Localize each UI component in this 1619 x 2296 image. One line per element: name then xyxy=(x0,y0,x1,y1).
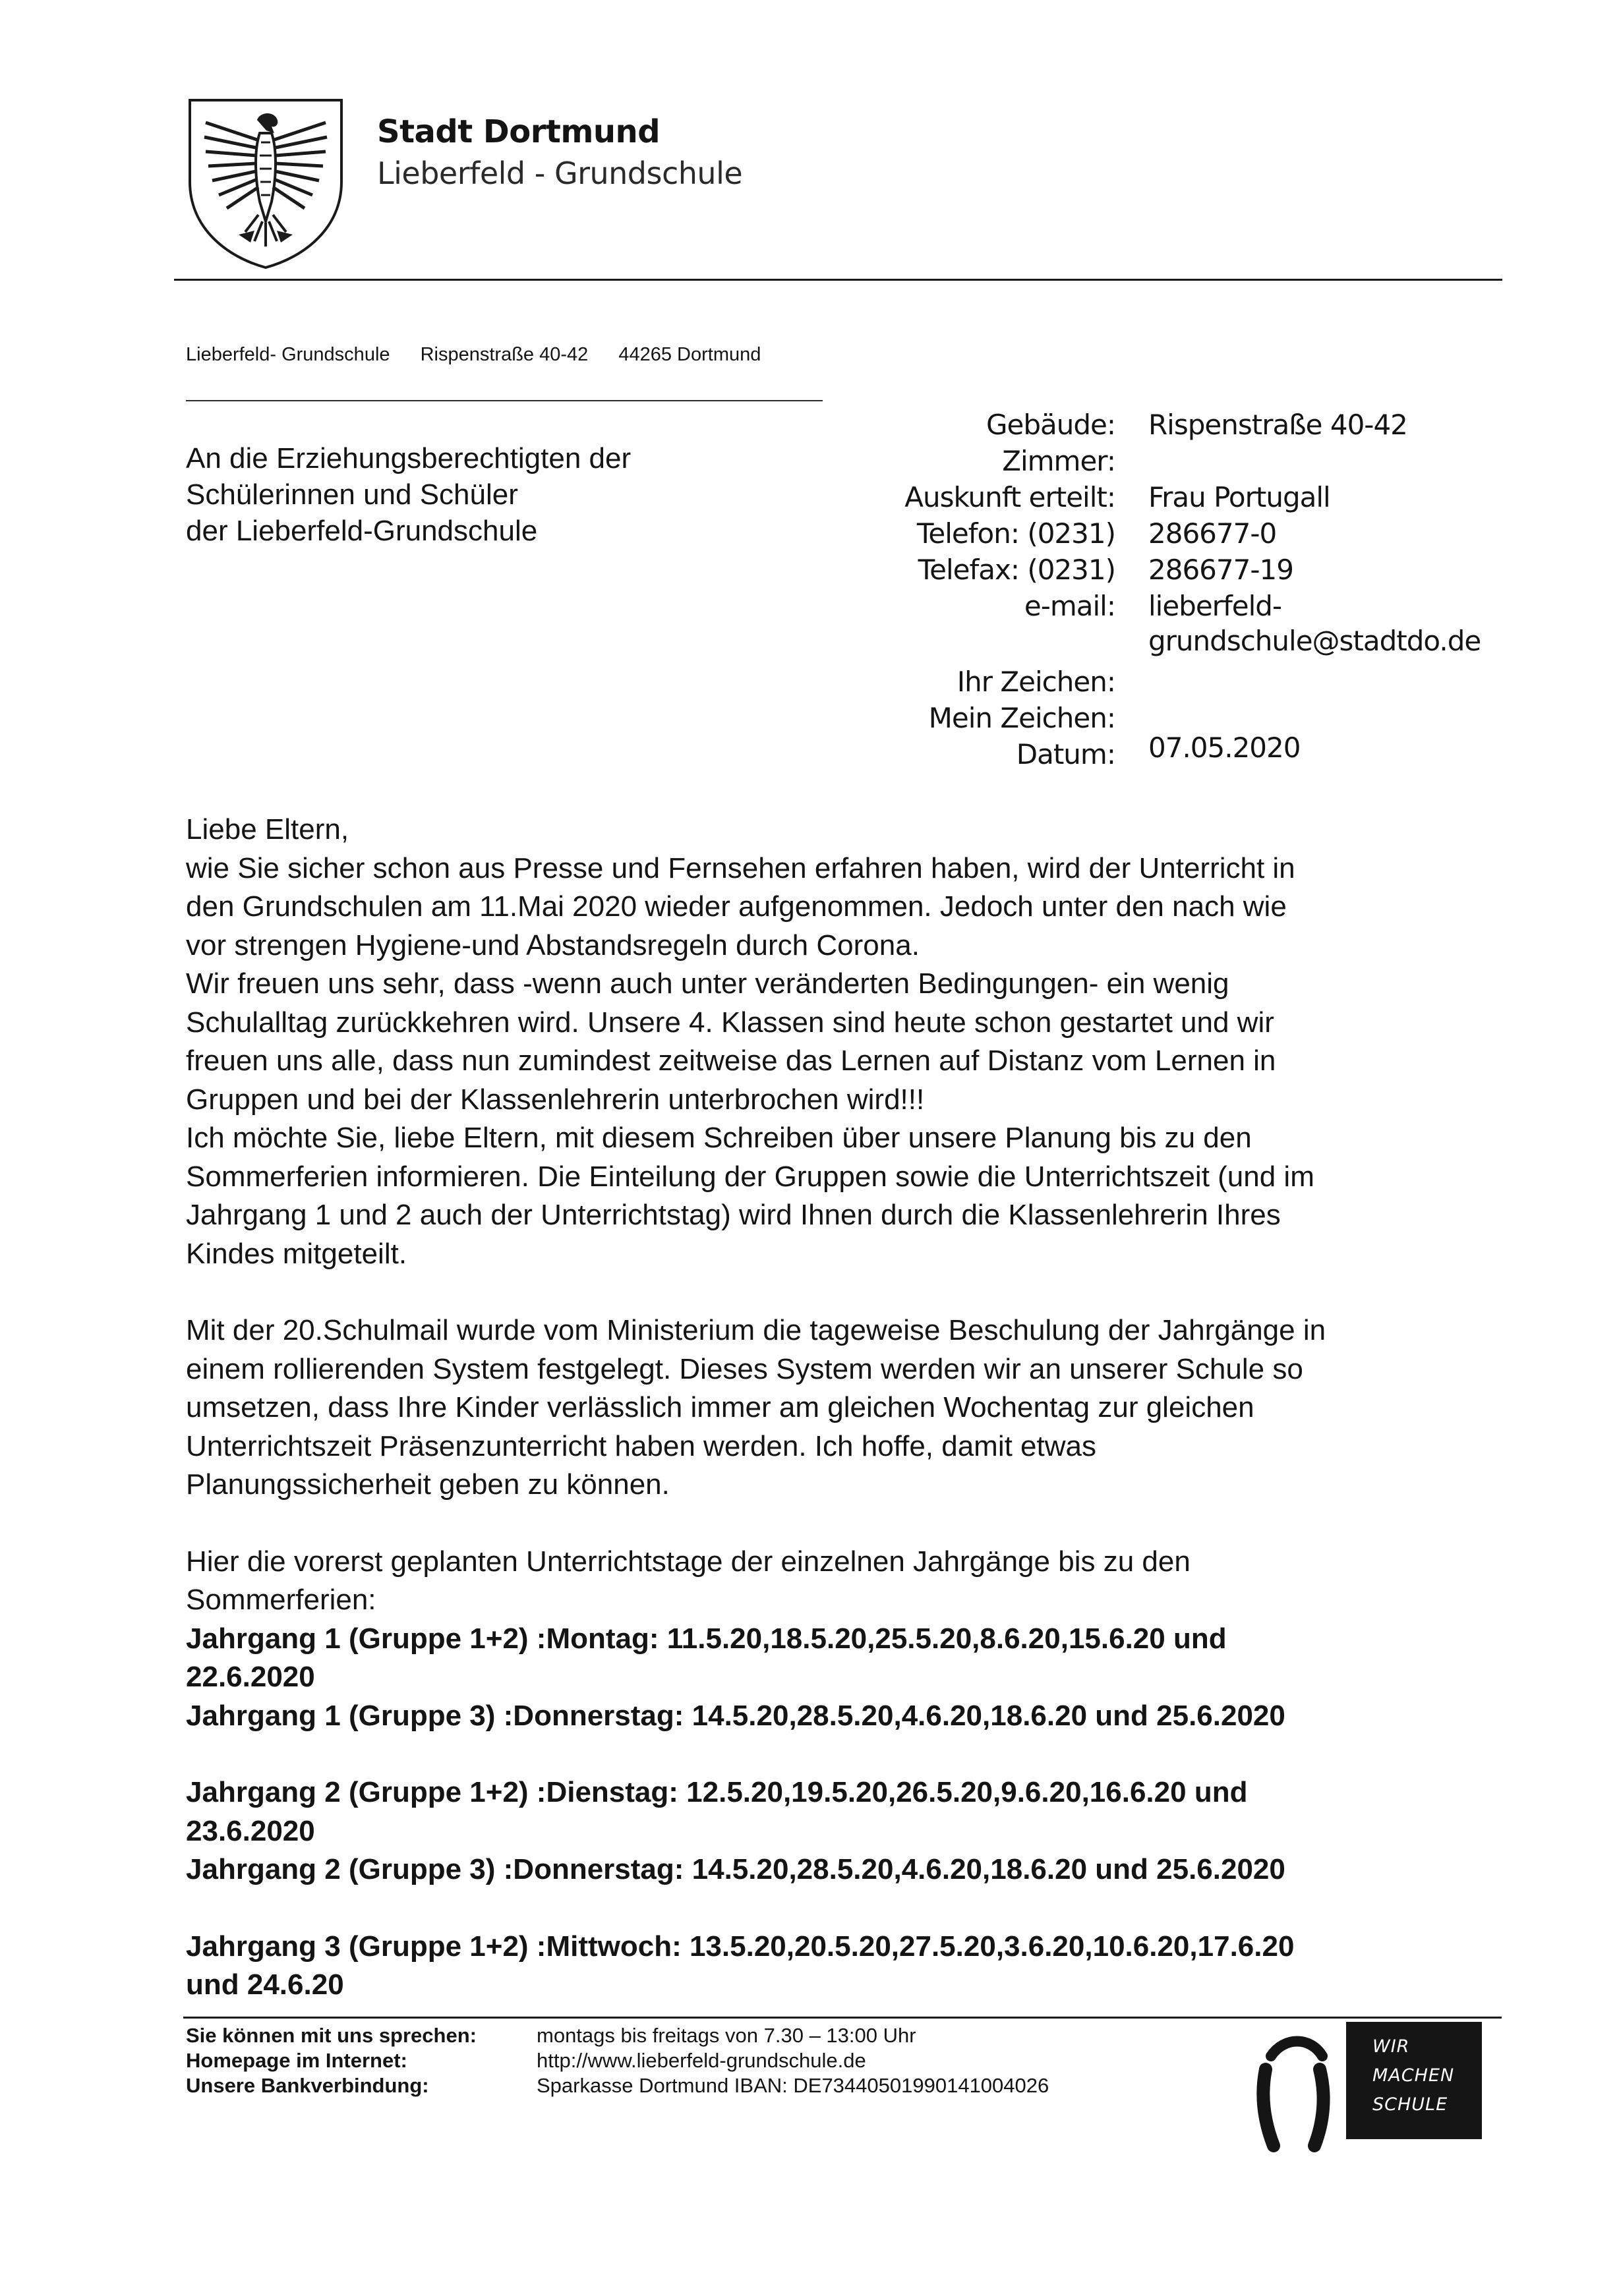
paragraph-gap xyxy=(186,1889,1504,1928)
my-ref-label: Mein Zeichen: xyxy=(928,702,1115,734)
room-label: Zimmer: xyxy=(1002,445,1115,477)
bank-label: Unsere Bankverbindung: xyxy=(186,2074,429,2097)
hours-value: montags bis freitags von 7.30 – 13:00 Uhr xyxy=(537,2024,916,2047)
contact-value: Frau Portugall xyxy=(1148,481,1330,513)
schedule-text: Jahrgang 1 (Gruppe 3) :Donnerstag: 14.5.20,28.5.20,4.6.20,18.6.20 und 25.6.2020 xyxy=(186,1699,1285,1732)
building-value: Rispenstraße 40-42 xyxy=(1148,409,1407,441)
info-row-email-cont xyxy=(791,625,1516,661)
body-line: den Grundschulen am 11.Mai 2020 wieder aufgenommen. Jedoch unter den nach wie xyxy=(186,890,1287,923)
phone-value: 286677-0 xyxy=(1148,517,1277,550)
sender-street: Rispenstraße 40-42 xyxy=(420,344,589,365)
schedule-text: Jahrgang 3 (Gruppe 1+2) :Mittwoch: 13.5.20,20.5.20,27.5.20,3.6.20,10.6.20,17.6.20 xyxy=(186,1930,1295,1963)
body-line: Jahrgang 1 und 2 auch der Unterrichtstag) wird Ihnen durch die Klassenlehrerin Ihres xyxy=(186,1199,1281,1231)
schedule-line xyxy=(186,1620,1504,1659)
date-label: Datum: xyxy=(1016,738,1115,770)
info-row-fax xyxy=(791,554,1516,590)
contact-label: Auskunft erteilt: xyxy=(904,481,1115,513)
schedule-line xyxy=(186,1697,1504,1736)
wir-machen-schule-badge xyxy=(1346,2022,1482,2139)
schedule-text: und 24.6.20 xyxy=(186,1968,344,2001)
body-line: freuen uns alle, dass nun zumindest zeitweise das Lernen auf Distanz vom Lernen in xyxy=(186,1045,1276,1077)
footer-divider xyxy=(183,2017,1502,2019)
schedule-line xyxy=(186,1773,1504,1812)
body-line: Mit der 20.Schulmail wurde vom Ministerium die tageweise Beschulung der Jahrgänge in xyxy=(186,1314,1326,1346)
email-value-line1: lieberfeld- xyxy=(1148,590,1282,622)
info-row-building xyxy=(791,409,1516,445)
email-value-line2: grundschule@stadtdo.de xyxy=(1148,625,1481,657)
header-divider xyxy=(174,279,1502,281)
body-line: Sommerferien: xyxy=(186,1584,376,1616)
badge-line: WIR xyxy=(1372,2036,1410,2057)
date-value: 07.05.2020 xyxy=(1148,732,1301,764)
paragraph-gap xyxy=(186,1273,1504,1311)
dortmund-eagle-crest-icon xyxy=(186,96,345,272)
body-line: Schulalltag zurückkehren wird. Unsere 4. Klassen sind heute schon gestartet und wir xyxy=(186,1006,1274,1039)
badge-line: SCHULE xyxy=(1372,2094,1448,2115)
wir-machen-schule-figure-icon xyxy=(1251,2030,1337,2155)
schedule-text: 23.6.2020 xyxy=(186,1814,315,1847)
email-label: e-mail: xyxy=(1024,590,1115,622)
body-line: Kindes mitgeteilt. xyxy=(186,1237,407,1270)
paragraph-gap xyxy=(186,1735,1504,1773)
schedule-text: Jahrgang 2 (Gruppe 3) :Donnerstag: 14.5.20,28.5.20,4.6.20,18.6.20 und 25.6.2020 xyxy=(186,1853,1285,1885)
schedule-line xyxy=(186,1658,1504,1697)
schedule-text: Jahrgang 1 (Gruppe 1+2) :Montag: 11.5.20,18.5.20,25.5.20,8.6.20,15.6.20 und xyxy=(186,1622,1227,1655)
body-line: Unterrichtszeit Präsenzunterricht haben werden. Ich hoffe, damit etwas xyxy=(186,1429,1096,1462)
info-row-room xyxy=(791,445,1516,481)
body-line: Planungssicherheit geben zu können. xyxy=(186,1468,670,1501)
phone-label: Telefon: (0231) xyxy=(916,517,1115,550)
homepage-label: Homepage im Internet: xyxy=(186,2049,407,2072)
badge-line: MACHEN xyxy=(1372,2065,1455,2086)
body-line: vor strengen Hygiene-und Abstandsregeln durch Corona. xyxy=(186,929,920,961)
info-row-phone xyxy=(791,517,1516,554)
greeting: Liebe Eltern, xyxy=(186,813,349,846)
sender-city: 44265 Dortmund xyxy=(618,344,761,365)
recipient-address xyxy=(186,440,631,549)
your-ref-label: Ihr Zeichen: xyxy=(957,666,1115,698)
hours-label: Sie können mit uns sprechen: xyxy=(186,2024,477,2047)
body-line: Sommerferien informieren. Die Einteilung der Gruppen sowie die Unterrichtszeit (und im xyxy=(186,1160,1314,1193)
schedule-text: Jahrgang 2 (Gruppe 1+2) :Dienstag: 12.5.20,19.5.20,26.5.20,9.6.20,16.6.20 und xyxy=(186,1776,1248,1808)
info-row-your-ref xyxy=(791,666,1516,702)
address-line: Schülerinnen und Schüler xyxy=(186,478,518,511)
schedule-text: 22.6.2020 xyxy=(186,1661,315,1693)
fax-value: 286677-19 xyxy=(1148,554,1293,586)
info-row-email xyxy=(791,590,1516,626)
homepage-link[interactable]: http://www.lieberfeld-grundschule.de xyxy=(537,2049,866,2072)
info-row-date xyxy=(791,732,1516,774)
org-name: Stadt Dortmund xyxy=(377,113,661,150)
paragraph-gap xyxy=(186,1505,1504,1543)
body-line: wie Sie sicher schon aus Presse und Fernsehen erfahren haben, wird der Unterricht in xyxy=(186,851,1295,884)
fax-label: Telefax: (0231) xyxy=(918,554,1115,586)
body-line: Wir freuen uns sehr, dass -wenn auch unter veränderten Bedingungen- ein wenig xyxy=(186,967,1229,1000)
address-line: der Lieberfeld-Grundschule xyxy=(186,515,538,547)
body-line: Gruppen und bei der Klassenlehrerin unterbrochen wird!!! xyxy=(186,1083,925,1116)
body-line: Ich möchte Sie, liebe Eltern, mit diesem Schreiben über unsere Planung bis zu den xyxy=(186,1122,1252,1154)
schedule-line xyxy=(186,1812,1504,1851)
sender-divider xyxy=(186,400,823,401)
bank-value: Sparkasse Dortmund IBAN: DE73440501990141004026 xyxy=(537,2074,1049,2097)
address-line: An die Erziehungsberechtigten der xyxy=(186,442,632,474)
schedule-line xyxy=(186,1928,1504,1966)
schedule-line xyxy=(186,1851,1504,1889)
schedule-line xyxy=(186,1966,1504,2005)
org-subtitle: Lieberfeld - Grundschule xyxy=(377,156,743,191)
building-label: Gebäude: xyxy=(986,409,1115,441)
letter-body xyxy=(186,811,1504,2005)
body-line: einem rollierenden System festgelegt. Dieses System werden wir an unserer Schule so xyxy=(186,1352,1303,1385)
sender-school: Lieberfeld- Grundschule xyxy=(186,344,390,365)
body-line: Hier die vorerst geplanten Unterrichtstage der einzelnen Jahrgänge bis zu den xyxy=(186,1545,1191,1578)
sender-line xyxy=(186,344,786,366)
info-row-contact xyxy=(791,481,1516,517)
body-line: umsetzen, dass Ihre Kinder verlässlich immer am gleichen Wochentag zur gleichen xyxy=(186,1391,1254,1423)
